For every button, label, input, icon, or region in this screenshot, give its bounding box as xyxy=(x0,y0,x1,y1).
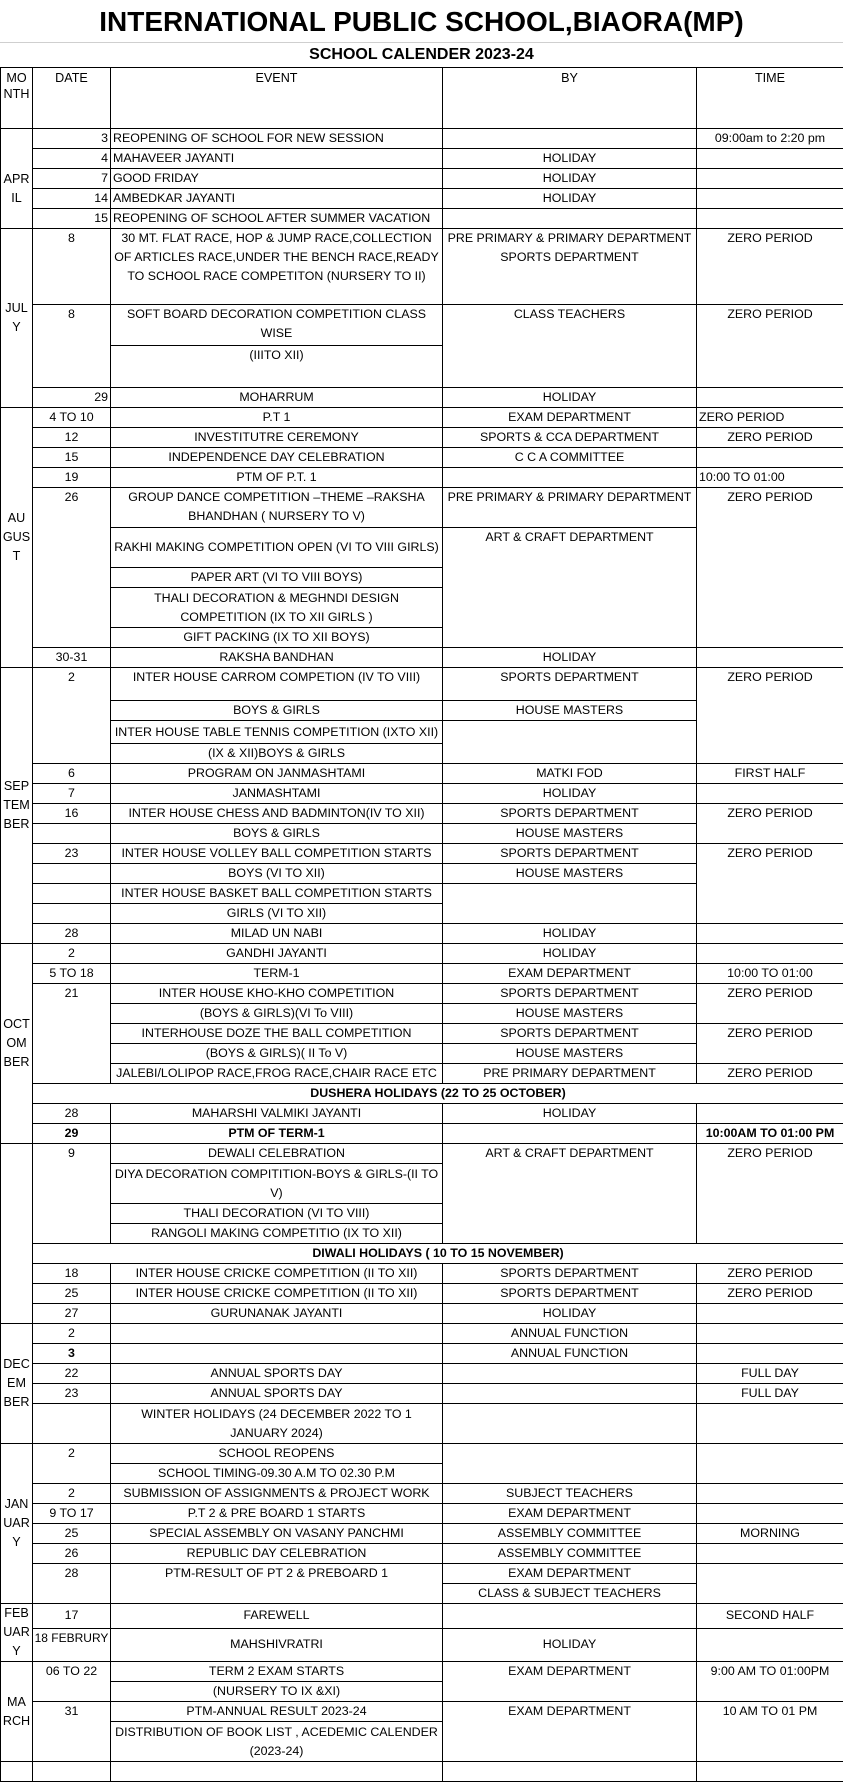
page-title: INTERNATIONAL PUBLIC SCHOOL,BIAORA(MP) xyxy=(0,0,843,43)
event-cell: TERM-1 xyxy=(111,964,443,984)
event-cell: BOYS & GIRLS xyxy=(111,701,443,721)
by-cell: HOLIDAY xyxy=(443,1304,697,1324)
table-row xyxy=(1,1244,843,1264)
time-cell xyxy=(697,1404,843,1444)
event-cell: P.T 2 & PRE BOARD 1 STARTS xyxy=(111,1504,443,1524)
date-cell: 3 xyxy=(33,129,111,149)
holiday-banner: DUSHERA HOLIDAYS (22 TO 25 OCTOBER) xyxy=(33,1084,843,1104)
table-row xyxy=(1,1064,843,1084)
time-cell: ZERO PERIOD xyxy=(697,804,843,844)
table-row xyxy=(1,1524,843,1544)
event-cell: INDEPENDENCE DAY CELEBRATION xyxy=(111,448,443,468)
table-row xyxy=(1,804,843,824)
table-row xyxy=(1,209,843,229)
table-row xyxy=(1,1504,843,1524)
table-row xyxy=(1,305,843,346)
by-cell: HOUSE MASTERS xyxy=(443,1044,697,1064)
table-row xyxy=(1,229,843,305)
event-cell: INTER HOUSE BASKET BALL COMPETITION STARTS xyxy=(111,884,443,904)
date-cell: 29 xyxy=(33,388,111,408)
table-row xyxy=(1,388,843,408)
event-cell xyxy=(111,1324,443,1344)
time-cell xyxy=(697,1484,843,1504)
time-cell xyxy=(697,1628,843,1661)
time-cell xyxy=(697,944,843,964)
by-cell: CLASS & SUBJECT TEACHERS xyxy=(443,1584,697,1604)
table-row xyxy=(1,448,843,468)
table-row xyxy=(1,1662,843,1682)
table-row xyxy=(1,844,843,864)
event-cell: DEWALI CELEBRATION xyxy=(111,1144,443,1164)
date-cell: 2 xyxy=(33,1324,111,1344)
time-cell xyxy=(697,1564,843,1604)
event-cell: SPECIAL ASSEMBLY ON VASANY PANCHMI xyxy=(111,1524,443,1544)
by-cell: EXAM DEPARTMENT xyxy=(443,1504,697,1524)
table-row xyxy=(1,1124,843,1144)
event-cell: MOHARRUM xyxy=(111,388,443,408)
header-time: TIME xyxy=(697,68,843,129)
event-cell: INTER HOUSE KHO-KHO COMPETITION xyxy=(111,984,443,1004)
by-cell: ASSEMBLY COMMITTEE xyxy=(443,1524,697,1544)
month-cell: MA RCH xyxy=(1,1662,33,1762)
date-cell: 17 xyxy=(33,1604,111,1629)
date-cell: 2 xyxy=(33,1444,111,1484)
holiday-banner: DIWALI HOLIDAYS ( 10 TO 15 NOVEMBER) xyxy=(33,1244,843,1264)
by-cell: HOUSE MASTERS xyxy=(443,1004,697,1024)
month-cell: APR IL xyxy=(1,129,33,229)
table-row xyxy=(1,189,843,209)
event-cell: SOFT BOARD DECORATION COMPETITION CLASS WISE xyxy=(111,305,443,346)
date-cell: 7 xyxy=(33,169,111,189)
by-cell: SPORTS DEPARTMENT xyxy=(443,1284,697,1304)
table-row xyxy=(1,1404,843,1444)
by-cell: HOLIDAY xyxy=(443,784,697,804)
by-cell: MATKI FOD xyxy=(443,764,697,784)
time-cell xyxy=(697,1304,843,1324)
time-cell: SECOND HALF xyxy=(697,1604,843,1629)
event-cell: GOOD FRIDAY xyxy=(111,169,443,189)
table-row xyxy=(1,1484,843,1504)
month-cell: JAN UAR Y xyxy=(1,1444,33,1604)
event-cell: TERM 2 EXAM STARTS xyxy=(111,1662,443,1682)
event-cell: MAHARSHI VALMIKI JAYANTI xyxy=(111,1104,443,1124)
table-row xyxy=(1,1084,843,1104)
table-row xyxy=(1,1628,843,1661)
by-cell: HOLIDAY xyxy=(443,944,697,964)
time-cell xyxy=(697,189,843,209)
by-cell xyxy=(443,721,697,764)
by-cell: EXAM DEPARTMENT xyxy=(443,1662,697,1702)
by-cell: ASSEMBLY COMMITTEE xyxy=(443,1544,697,1564)
by-cell xyxy=(443,1762,697,1782)
table-row xyxy=(1,1384,843,1404)
event-cell: BOYS & GIRLS xyxy=(111,824,443,844)
table-row xyxy=(1,984,843,1004)
date-cell: 29 xyxy=(33,1124,111,1144)
table-row xyxy=(1,1444,843,1464)
table-header-row xyxy=(1,68,843,129)
date-cell: 6 xyxy=(33,764,111,784)
date-cell: 26 xyxy=(33,488,111,648)
date-cell: 25 xyxy=(33,1524,111,1544)
table-row xyxy=(1,1762,843,1782)
event-cell: INTER HOUSE CRICKE COMPETITION (II TO XII) xyxy=(111,1264,443,1284)
event-cell: BOYS (VI TO XII) xyxy=(111,864,443,884)
date-cell: 18 FEBRURY xyxy=(33,1628,111,1661)
by-cell xyxy=(443,1364,697,1384)
date-cell: 21 xyxy=(33,984,111,1084)
date-cell xyxy=(33,904,111,924)
by-cell: HOLIDAY xyxy=(443,149,697,169)
by-cell: SPORTS DEPARTMENT xyxy=(443,804,697,824)
month-cell: JUL Y xyxy=(1,229,33,408)
table-row xyxy=(1,924,843,944)
table-row xyxy=(1,1604,843,1629)
event-cell: ANNUAL SPORTS DAY xyxy=(111,1384,443,1404)
date-cell: 28 xyxy=(33,924,111,944)
date-cell: 14 xyxy=(33,189,111,209)
date-cell: 27 xyxy=(33,1304,111,1324)
time-cell: 10:00 TO 01:00 xyxy=(697,964,843,984)
date-cell: 12 xyxy=(33,428,111,448)
event-cell: FAREWELL xyxy=(111,1604,443,1629)
event-cell xyxy=(111,1762,443,1782)
date-cell xyxy=(33,884,111,904)
table-row xyxy=(1,468,843,488)
date-cell xyxy=(33,824,111,844)
by-cell xyxy=(443,884,697,924)
by-cell: HOLIDAY xyxy=(443,388,697,408)
date-cell: 15 xyxy=(33,209,111,229)
by-cell: HOLIDAY xyxy=(443,1628,697,1661)
by-cell: ART & CRAFT DEPARTMENT xyxy=(443,528,697,648)
time-cell: FIRST HALF xyxy=(697,764,843,784)
time-cell xyxy=(697,1504,843,1524)
event-cell: DIYA DECORATION COMPITITION-BOYS & GIRLS-(II TO V) xyxy=(111,1164,443,1204)
event-cell: SCHOOL TIMING-09.30 A.M TO 02.30 P.M xyxy=(111,1464,443,1484)
table-row xyxy=(1,1144,843,1164)
by-cell: HOLIDAY xyxy=(443,169,697,189)
by-cell: HOUSE MASTERS xyxy=(443,864,697,884)
by-cell: SPORTS DEPARTMENT xyxy=(443,1264,697,1284)
time-cell: FULL DAY xyxy=(697,1364,843,1384)
by-cell xyxy=(443,468,697,488)
time-cell: ZERO PERIOD xyxy=(697,844,843,924)
event-cell: INTER HOUSE VOLLEY BALL COMPETITION STARTS xyxy=(111,844,443,864)
by-cell: HOLIDAY xyxy=(443,1104,697,1124)
event-cell: DISTRIBUTION OF BOOK LIST , ACEDEMIC CALENDER (2023-24) xyxy=(111,1722,443,1762)
by-cell xyxy=(443,129,697,149)
event-cell: INTER HOUSE CHESS AND BADMINTON(IV TO XII) xyxy=(111,804,443,824)
page-subtitle: SCHOOL CALENDER 2023-24 xyxy=(0,43,843,67)
time-cell xyxy=(697,648,843,668)
time-cell xyxy=(697,448,843,468)
date-cell: 30-31 xyxy=(33,648,111,668)
event-cell xyxy=(111,1344,443,1364)
date-cell: 2 xyxy=(33,668,111,764)
date-cell: 2 xyxy=(33,944,111,964)
header-by: BY xyxy=(443,68,697,129)
event-cell: MAHSHIVRATRI xyxy=(111,1628,443,1661)
event-cell: INTERHOUSE DOZE THE BALL COMPETITION xyxy=(111,1024,443,1044)
time-cell: 10:00AM TO 01:00 PM xyxy=(697,1124,843,1144)
by-cell: PRE PRIMARY DEPARTMENT xyxy=(443,1064,697,1084)
table-row xyxy=(1,1364,843,1384)
date-cell: 31 xyxy=(33,1702,111,1762)
date-cell: 25 xyxy=(33,1284,111,1304)
date-cell: 23 xyxy=(33,844,111,864)
time-cell xyxy=(697,1104,843,1124)
time-cell: ZERO PERIOD xyxy=(697,1264,843,1284)
calendar-table xyxy=(0,67,843,1782)
event-cell: (BOYS & GIRLS)( II To V) xyxy=(111,1044,443,1064)
by-cell xyxy=(443,1384,697,1404)
event-cell: GROUP DANCE COMPETITION –THEME –RAKSHA BHANDHAN ( NURSERY TO V) xyxy=(111,488,443,528)
date-cell: 18 xyxy=(33,1264,111,1284)
time-cell xyxy=(697,1344,843,1364)
by-cell xyxy=(443,209,697,229)
event-cell: MILAD UN NABI xyxy=(111,924,443,944)
date-cell: 4 TO 10 xyxy=(33,408,111,428)
event-cell: MAHAVEER JAYANTI xyxy=(111,149,443,169)
by-cell: PRE PRIMARY & PRIMARY DEPARTMENT xyxy=(443,488,697,528)
by-cell: SPORTS DEPARTMENT xyxy=(443,984,697,1004)
time-cell: ZERO PERIOD xyxy=(697,488,843,648)
event-cell: REOPENING OF SCHOOL AFTER SUMMER VACATION xyxy=(111,209,443,229)
month-cell: SEP TEM BER xyxy=(1,668,33,944)
event-cell: JANMASHTAMI xyxy=(111,784,443,804)
event-cell: P.T 1 xyxy=(111,408,443,428)
event-cell: WINTER HOLIDAYS (24 DECEMBER 2022 TO 1 JANUARY 2024) xyxy=(111,1404,443,1444)
time-cell xyxy=(697,1324,843,1344)
table-row xyxy=(1,149,843,169)
date-cell: 8 xyxy=(33,229,111,305)
event-cell: RAKHI MAKING COMPETITION OPEN (VI TO VIII GIRLS) xyxy=(111,528,443,568)
time-cell xyxy=(697,1444,843,1484)
event-cell: THALI DECORATION & MEGHNDI DESIGN COMPETITION (IX TO XII GIRLS ) xyxy=(111,588,443,628)
month-cell xyxy=(1,1762,33,1782)
event-cell: INTER HOUSE CARROM COMPETION (IV TO VIII) xyxy=(111,668,443,701)
time-cell xyxy=(697,149,843,169)
time-cell xyxy=(697,784,843,804)
table-row xyxy=(1,488,843,528)
by-cell xyxy=(443,1604,697,1629)
header-month: MO NTH xyxy=(1,68,33,129)
event-cell: PTM OF TERM-1 xyxy=(111,1124,443,1144)
by-cell: PRE PRIMARY & PRIMARY DEPARTMENT SPORTS DEPARTMENT xyxy=(443,229,697,305)
time-cell: FULL DAY xyxy=(697,1384,843,1404)
month-cell: AU GUS T xyxy=(1,408,33,668)
header-date: DATE xyxy=(33,68,111,129)
by-cell: SPORTS DEPARTMENT xyxy=(443,844,697,864)
time-cell: ZERO PERIOD xyxy=(697,1024,843,1064)
table-row xyxy=(1,129,843,149)
table-row xyxy=(1,169,843,189)
time-cell xyxy=(697,1762,843,1782)
date-cell: 4 xyxy=(33,149,111,169)
by-cell xyxy=(443,1404,697,1444)
event-cell: JALEBI/LOLIPOP RACE,FROG RACE,CHAIR RACE ETC xyxy=(111,1064,443,1084)
event-cell: (IIITO XII) xyxy=(111,346,443,388)
by-cell: EXAM DEPARTMENT xyxy=(443,408,697,428)
date-cell: 26 xyxy=(33,1544,111,1564)
by-cell: SPORTS & CCA DEPARTMENT xyxy=(443,428,697,448)
event-cell: GIRLS (VI TO XII) xyxy=(111,904,443,924)
date-cell: 28 xyxy=(33,1564,111,1604)
event-cell: INVESTITUTRE CEREMONY xyxy=(111,428,443,448)
time-cell xyxy=(697,209,843,229)
time-cell: 10:00 TO 01:00 xyxy=(697,468,843,488)
date-cell: 9 xyxy=(33,1144,111,1244)
month-cell: FEB UAR Y xyxy=(1,1604,33,1662)
time-cell xyxy=(697,388,843,408)
date-cell: 15 xyxy=(33,448,111,468)
table-row xyxy=(1,764,843,784)
event-cell: INTER HOUSE TABLE TENNIS COMPETITION (IXTO XII) xyxy=(111,721,443,744)
table-row xyxy=(1,1284,843,1304)
by-cell: HOUSE MASTERS xyxy=(443,824,697,844)
time-cell: ZERO PERIOD xyxy=(697,668,843,764)
table-row xyxy=(1,1264,843,1284)
event-cell: ANNUAL SPORTS DAY xyxy=(111,1364,443,1384)
month-cell xyxy=(1,1144,33,1324)
event-cell: RANGOLI MAKING COMPETITIO (IX TO XII) xyxy=(111,1224,443,1244)
by-cell: C C A COMMITTEE xyxy=(443,448,697,468)
event-cell: INTER HOUSE CRICKE COMPETITION (II TO XII) xyxy=(111,1284,443,1304)
date-cell: 8 xyxy=(33,305,111,388)
time-cell: ZERO PERIOD xyxy=(697,1284,843,1304)
date-cell xyxy=(33,1404,111,1444)
table-row xyxy=(1,408,843,428)
table-row xyxy=(1,648,843,668)
header-event: EVENT xyxy=(111,68,443,129)
by-cell: SPORTS DEPARTMENT xyxy=(443,1024,697,1044)
by-cell: HOUSE MASTERS xyxy=(443,701,697,721)
by-cell xyxy=(443,1124,697,1144)
table-row xyxy=(1,1324,843,1344)
event-cell: (BOYS & GIRLS)(VI To VIII) xyxy=(111,1004,443,1024)
event-cell: 30 MT. FLAT RACE, HOP & JUMP RACE,COLLECTION OF ARTICLES RACE,UNDER THE BENCH RACE,READY TO SCHOOL RACE COMPETITON (NURSERY TO II) xyxy=(111,229,443,305)
time-cell: ZERO PERIOD xyxy=(697,428,843,448)
time-cell: ZERO PERIOD xyxy=(697,408,843,428)
time-cell: ZERO PERIOD xyxy=(697,229,843,305)
event-cell: SUBMISSION OF ASSIGNMENTS & PROJECT WORK xyxy=(111,1484,443,1504)
event-cell: PTM OF P.T. 1 xyxy=(111,468,443,488)
date-cell: 06 TO 22 xyxy=(33,1662,111,1702)
date-cell: 9 TO 17 xyxy=(33,1504,111,1524)
date-cell: 2 xyxy=(33,1484,111,1504)
time-cell xyxy=(697,169,843,189)
by-cell: ANNUAL FUNCTION xyxy=(443,1344,697,1364)
by-cell: CLASS TEACHERS xyxy=(443,305,697,388)
by-cell: EXAM DEPARTMENT xyxy=(443,964,697,984)
by-cell xyxy=(443,1444,697,1484)
month-cell: DEC EM BER xyxy=(1,1324,33,1444)
date-cell: 7 xyxy=(33,784,111,804)
time-cell: ZERO PERIOD xyxy=(697,1144,843,1244)
by-cell: EXAM DEPARTMENT xyxy=(443,1564,697,1584)
time-cell: ZERO PERIOD xyxy=(697,1064,843,1084)
date-cell: 5 TO 18 xyxy=(33,964,111,984)
date-cell: 22 xyxy=(33,1364,111,1384)
table-row xyxy=(1,784,843,804)
time-cell: 09:00am to 2:20 pm xyxy=(697,129,843,149)
by-cell: HOLIDAY xyxy=(443,189,697,209)
date-cell xyxy=(33,1762,111,1782)
by-cell: HOLIDAY xyxy=(443,648,697,668)
event-cell: THALI DECORATION (VI TO VIII) xyxy=(111,1204,443,1224)
time-cell: MORNING xyxy=(697,1524,843,1544)
date-cell: 16 xyxy=(33,804,111,824)
event-cell: PAPER ART (VI TO VIII BOYS) xyxy=(111,568,443,588)
by-cell: SUBJECT TEACHERS xyxy=(443,1484,697,1504)
by-cell: EXAM DEPARTMENT xyxy=(443,1702,697,1762)
event-cell: REOPENING OF SCHOOL FOR NEW SESSION xyxy=(111,129,443,149)
table-row xyxy=(1,1544,843,1564)
event-cell: AMBEDKAR JAYANTI xyxy=(111,189,443,209)
event-cell: REPUBLIC DAY CELEBRATION xyxy=(111,1544,443,1564)
by-cell: ANNUAL FUNCTION xyxy=(443,1324,697,1344)
time-cell: ZERO PERIOD xyxy=(697,984,843,1024)
time-cell xyxy=(697,924,843,944)
event-cell: RAKSHA BANDHAN xyxy=(111,648,443,668)
table-row xyxy=(1,1702,843,1722)
date-cell: 19 xyxy=(33,468,111,488)
event-cell: (NURSERY TO IX &XI) xyxy=(111,1682,443,1702)
event-cell: GURUNANAK JAYANTI xyxy=(111,1304,443,1324)
table-row xyxy=(1,1304,843,1324)
table-row xyxy=(1,1024,843,1044)
event-cell: GANDHI JAYANTI xyxy=(111,944,443,964)
table-row xyxy=(1,1104,843,1124)
table-row xyxy=(1,1564,843,1584)
time-cell: 9:00 AM TO 01:00PM xyxy=(697,1662,843,1702)
by-cell: HOLIDAY xyxy=(443,924,697,944)
table-row xyxy=(1,668,843,701)
by-cell: ART & CRAFT DEPARTMENT xyxy=(443,1144,697,1244)
event-cell: (IX & XII)BOYS & GIRLS xyxy=(111,744,443,764)
date-cell: 23 xyxy=(33,1384,111,1404)
table-row xyxy=(1,964,843,984)
date-cell xyxy=(33,864,111,884)
date-cell: 28 xyxy=(33,1104,111,1124)
event-cell: GIFT PACKING (IX TO XII BOYS) xyxy=(111,628,443,648)
time-cell: ZERO PERIOD xyxy=(697,305,843,388)
table-row xyxy=(1,1344,843,1364)
date-cell: 3 xyxy=(33,1344,111,1364)
event-cell: PROGRAM ON JANMASHTAMI xyxy=(111,764,443,784)
table-row xyxy=(1,428,843,448)
by-cell: SPORTS DEPARTMENT xyxy=(443,668,697,701)
time-cell xyxy=(697,1544,843,1564)
time-cell: 10 AM TO 01 PM xyxy=(697,1702,843,1762)
month-cell: OCT OM BER xyxy=(1,944,33,1144)
table-row xyxy=(1,944,843,964)
event-cell: PTM-RESULT OF PT 2 & PREBOARD 1 xyxy=(111,1564,443,1604)
event-cell: SCHOOL REOPENS xyxy=(111,1444,443,1464)
event-cell: PTM-ANNUAL RESULT 2023-24 xyxy=(111,1702,443,1722)
